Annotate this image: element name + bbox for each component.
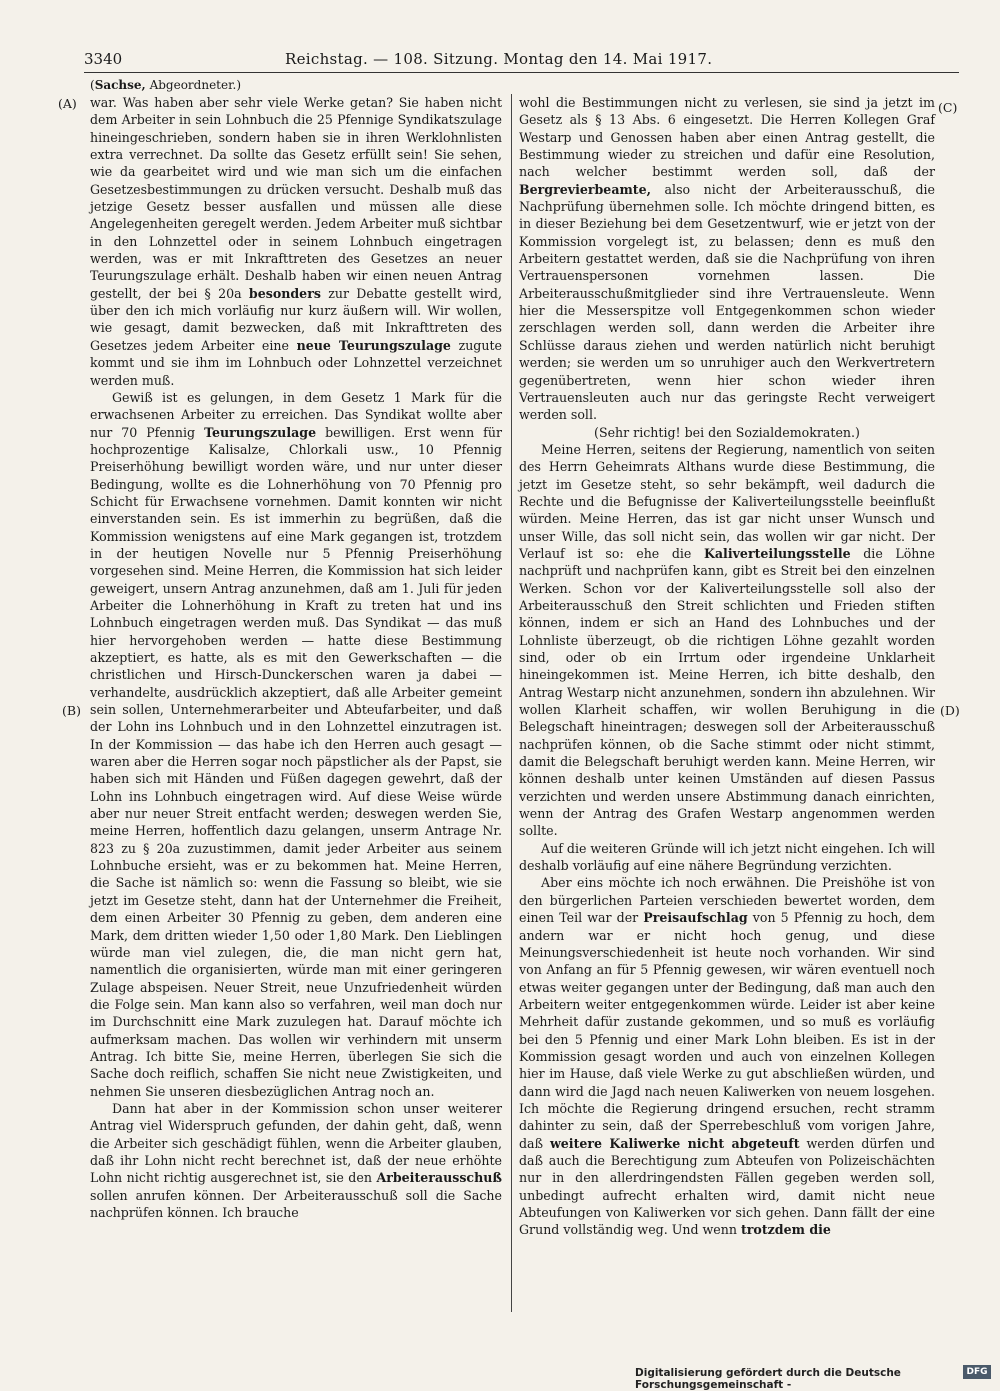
speaker-label: (Sachse, Abgeordneter.) [90,78,242,92]
margin-mark-c: (C) [938,100,958,115]
paragraph: Aber eins möchte ich noch erwähnen. Die Preishöhe ist von den bürgerlichen Parteien verschieden bewertet worden, dem einen Teil war der Preisaufschlag von 5 Pfennig zu hoch, dem andern war er nicht hoch genug, und diese Meinungsverschiedenheit ist heute noch vorhanden. Wir sind von Anfang an für 5 Pfennig gewesen, wir wären eventuell noch etwas weiter gegangen unter der Bedingung, daß man auch den Arbeitern weiter entgegenkommen würde. Leider ist aber keine Mehrheit dafür zustande gekommen, und so muß es vorläufig bei den 5 Pfennig und einer Mark Lohn bleiben. Es ist in der Kommission gesagt worden und auch von einzelnen Kollegen hier im Hause, daß viele Werke zu gut abschließen würden, und dann wird die Jagd nach neuen Kaliwerken von neuem losgehen. Ich möchte die Regierung dringend ersuchen, recht stramm dahinter zu sein, daß der Sperrebeschluß vom vorigen Jahre, daß weitere Kaliwerke nicht abgeteuft werden dürfen und daß auch die Berechtigung zum Abteufen von Polizeischächten nur in den allerdringendsten Fällen gegeben werden soll, unbedingt aufrecht erhalten wird, damit nicht neue Abteufungen von Kaliwerken vor sich gehen. Dann fällt der eine Grund vollständig weg. Und wenn trotzdem die [519,875,935,1238]
paragraph: war. Was haben aber sehr viele Werke getan? Sie haben nicht dem Arbeiter in sein Lohnbuch die 25 Pfennige Syndikatszulage hineingeschrieben, sondern haben sie in ihren Werklohnlisten extra verrechnet. Da sollte das Gesetz erfüllt sein! Sie sehen, wie da gearbeitet wird und wie man sich um die einfachen Gesetzesbestimmungen zu drücken versucht. Deshalb muß das jetzige Gesetz besser ausfallen und müssen alle diese Angelegenheiten geregelt werden. Jedem Arbeiter muß sichtbar in den Lohnzettel oder in seinem Lohnbuch eingetragen werden, was er mit Inkrafttreten des Gesetzes an neuer Teurungszulage erhält. Deshalb haben wir einen neuen Antrag gestellt, der bei § 20a besonders zur Debatte gestellt wird, über den ich mich vorläufig nur kurz äußern will. Wir wollen, wie gesagt, damit bezwecken, daß mit Inkrafttreten des Gesetzes jedem Arbeiter eine neue Teurungszulage zugute kommt und sie ihm im Lohnbuch oder Lohnzettel verzeichnet werden muß. [90,95,502,388]
paragraph: wohl die Bestimmungen nicht zu verlesen, sie sind ja jetzt im Gesetz als § 13 Abs. 6 eingesetzt. Die Herren Kollegen Graf Westarp und Genossen haben aber einen Antrag gestellt, die Bestimmung wieder zu streichen und dafür eine Resolution, nach welcher bestimmt werden soll, daß der Bergrevierbeamte, also nicht der Arbeiterausschuß, die Nachprüfung übernehmen solle. Ich möchte dringend bitten, es in dieser Beziehung bei dem Gesetzentwurf, wie er jetzt von der Kommission vorgelegt ist, zu belassen; denn es muß den Arbeitern gestattet werden, daß sie die Nachprüfung von ihren Vertrauenspersonen vornehmen lassen. Die Arbeiterausschußmitglieder sind ihre Vertrauensleute. Wenn hier die Messerspitze voll Entgegenkommen schon wieder zerschlagen werden soll, dann werden die Arbeiter ihre Schlüsse daraus ziehen und werden natürlich nicht beruhigt werden; sie werden um so unruhiger auch den Werkvertretern gegenübertreten, wenn hier schon wieder ihren Vertrauensleuten auch nur das geringste Recht verweigert werden soll. [519,95,935,423]
paragraph: Gewiß ist es gelungen, in dem Gesetz 1 Mark für die erwachsenen Arbeiter zu erreichen. Das Syndikat wollte aber nur 70 Pfennig Teurungszulage bewilligen. Erst wenn für hochprozentige Kalisalze, Chlorkali usw., 10 Pfennig Preiserhöhung bewilligt worden wäre, und nur unter dieser Bedingung, wollte es die Lohnerhöhung von 70 Pfennig pro Schicht für Erwachsene vornehmen. Damit konnten wir nicht einverstanden sein. Es ist immerhin zu begrüßen, daß die Kommission wenigstens auf eine Mark gegangen ist, trotzdem in der heutigen Novelle nur 5 Pfennig Preiserhöhung vorgesehen sind. Meine Herren, die Kommission hat sich leider geweigert, unsern Antrag anzunehmen, daß am 1. Juli für jeden Arbeiter die Lohnerhöhung in Kraft zu treten hat und ins Lohnbuch eingetragen werden muß. Das Syndikat — das muß hier hervorgehoben werden — hatte diese Bestimmung akzeptiert, es hatte, als es mit den Gewerkschaften — die christlichen und Hirsch-Dunckerschen waren ja dabei — verhandelte, ausdrücklich akzeptiert, daß alle Arbeiter gemeint sein sollen, Unternehmerarbeiter und Abteufarbeiter, und daß der Lohn ins Lohnbuch und in den Lohnzettel einzutragen ist. In der Kommission — das habe ich den Herren auch gesagt — waren aber die Herren sogar noch päpstlicher als der Papst, sie haben sich mit Händen und Füßen dagegen gewehrt, daß der Lohn ins Lohnbuch eingetragen wird. Auf diese Weise würde aber nur neuer Streit entfacht werden; deswegen werden Sie, meine Herren, hoffentlich dazu gelangen, unserm Antrage Nr. 823 zu § 20a zuzustimmen, damit jeder Arbeiter aus seinem Lohnbuche ersieht, was er zu bekommen hat. Meine Herren, die Sache ist nämlich so: wenn die Fassung so bleibt, wie sie jetzt im Gesetze steht, dann hat der Unternehmer die Freiheit, dem einen Arbeiter 30 Pfennig zu geben, dem anderen eine Mark, dem dritten wieder 1,50 oder 1,80 Mark. Den Lieblingen würde man viel zulegen, die, die man nicht gern hat, namentlich die organisierten, würde man mit einer geringeren Zulage abspeisen. Neuer Streit, neue Unzufriedenheit würden die Folge sein. Man kann also so verfahren, weil man doch nur im Durchschnitt eine Mark zuzulegen hat. Darauf möchte ich aufmerksam machen. Das wollen wir verhindern mit unserm Antrag. Ich bitte Sie, meine Herren, überlegen Sie sich die Sache doch reiflich, schaffen Sie nicht neue Zwistigkeiten, und nehmen Sie unseren diesbezüglichen Antrag noch an. [90,389,502,1099]
column-divider [511,94,512,1312]
interjection: (Sehr richtig! bei den Sozialdemokraten.) [594,424,860,440]
page-header [80,50,960,70]
speaker-role: Abgeordneter.) [149,78,242,92]
session-title: Reichstag. — 108. Sitzung. Montag den 14. Mai 1917. [285,50,713,68]
speaker-name: Sachse, [94,78,146,92]
margin-mark-a: (A) [58,96,77,111]
left-column [90,94,502,1221]
dfg-logo: DFG [963,1365,991,1379]
right-column [519,94,935,1239]
paragraph: Auf die weiteren Gründe will ich jetzt nicht eingehen. Ich will deshalb vorläufig auf eine nähere Begründung verzichten. [519,840,935,874]
page-number: 3340 [84,50,123,68]
paragraph: Dann hat aber in der Kommission schon unser weiterer Antrag viel Widerspruch gefunden, der dahin geht, daß, wenn die Arbeiter sich geschädigt fühlen, wenn die Arbeiter glauben, daß ihr Lohn nicht recht berechnet ist, daß der neue erhöhte Lohn nicht richtig ausgerechnet ist, sie den Arbeiterausschuß sollen anrufen können. Der Arbeiterausschuß soll die Sache nachprüfen können. Ich brauche [90,1100,502,1220]
paragraph: Meine Herren, seitens der Regierung, namentlich von seiten des Herrn Geheimrats Althans wurde diese Bestimmung, die jetzt im Gesetze steht, so sehr bekämpft, weil dadurch die Rechte und die Befugnisse der Kaliverteilungsstelle beeinflußt würden. Meine Herren, das ist gar nicht unser Wunsch und unser Wille, das soll nicht sein, das wollen wir gar nicht. Der Verlauf ist so: ehe die Kaliverteilungsstelle die Löhne nachprüft und nachprüfen kann, gibt es Streit bei den einzelnen Werken. Schon vor der Kaliverteilungsstelle soll also der Arbeiterausschuß den Streit schlichten und Frieden stiften können, indem er sich an Hand des Lohnbuches und der Lohnliste überzeugt, ob die richtigen Löhne gezahlt worden sind, oder ob ein Irrtum oder irgendeine Unklarheit hineingekommen ist. Meine Herren, ich bitte deshalb, den Antrag Westarp nicht anzunehmen, sondern ihn abzulehnen. Wir wollen Klarheit schaffen, wir wollen Beruhigung in die Belegschaft hineintragen; deswegen soll der Arbeiterausschuß nachprüfen können, ob die Sache stimmt oder nicht stimmt, damit die Belegschaft beruhigt werden kann. Meine Herren, wir können deshalb unter keinen Umständen auf diesen Passus verzichten und werden unsere Abstimmung danach einrichten, wenn der Antrag des Grafen Westarp angenommen werden sollte. [519,441,935,839]
header-rule [84,72,959,73]
margin-mark-d: (D) [940,703,960,718]
margin-mark-b: (B) [62,703,81,718]
footer-credit: Digitalisierung gefördert durch die Deutsche Forschungsgemeinschaft - [635,1367,901,1391]
